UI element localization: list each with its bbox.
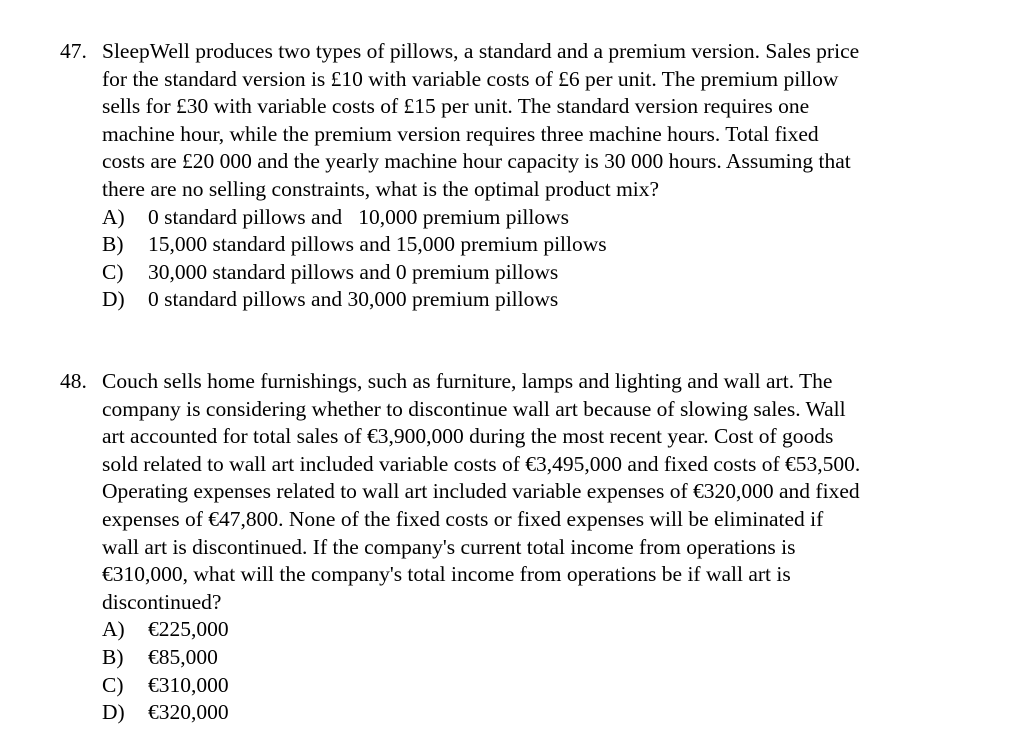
option-a bbox=[102, 616, 960, 644]
option-text: 15,000 standard pillows and 15,000 premium pillows bbox=[148, 232, 607, 257]
question-47 bbox=[60, 38, 960, 314]
question-text-line: company is considering whether to discontinue wall art because of slowing sales. Wall bbox=[102, 396, 846, 421]
option-text: 30,000 standard pillows and 0 premium pillows bbox=[148, 259, 559, 284]
question-number: 48. bbox=[60, 369, 87, 393]
option-letter: A) bbox=[102, 617, 125, 642]
option-letter: D) bbox=[102, 287, 125, 312]
question-text bbox=[102, 38, 960, 204]
question-stem bbox=[60, 368, 960, 616]
option-letter: B) bbox=[102, 644, 124, 669]
question-text bbox=[102, 368, 960, 616]
question-48 bbox=[60, 368, 960, 727]
option-b bbox=[102, 231, 960, 259]
question-text-line: €310,000, what will the company's total income from operations be if wall art is bbox=[102, 562, 791, 587]
option-c bbox=[102, 672, 960, 700]
answer-options bbox=[102, 616, 960, 726]
question-text-line: there are no selling constraints, what is the optimal product mix? bbox=[102, 176, 660, 201]
question-text-line: wall art is discontinued. If the company's current total income from operations is bbox=[102, 534, 796, 559]
question-text-line: Operating expenses related to wall art included variable expenses of €320,000 and fixed bbox=[102, 479, 860, 504]
question-text-line: expenses of €47,800. None of the fixed costs or fixed expenses will be eliminated if bbox=[102, 506, 824, 531]
question-text-line: machine hour, while the premium version requires three machine hours. Total fixed bbox=[102, 121, 819, 146]
option-text: €320,000 bbox=[148, 700, 229, 725]
option-text: €310,000 bbox=[148, 672, 229, 697]
question-stem bbox=[60, 38, 960, 204]
option-a bbox=[102, 204, 960, 232]
option-text: 0 standard pillows and 10,000 premium pillows bbox=[148, 204, 570, 229]
question-text-line: for the standard version is £10 with variable costs of £6 per unit. The premium pillow bbox=[102, 66, 839, 91]
option-d bbox=[102, 286, 960, 314]
question-number: 47. bbox=[60, 39, 87, 63]
option-letter: D) bbox=[102, 700, 125, 725]
option-letter: C) bbox=[102, 672, 124, 697]
option-text: 0 standard pillows and 30,000 premium pillows bbox=[148, 287, 559, 312]
option-letter: A) bbox=[102, 204, 125, 229]
question-text-line: SleepWell produces two types of pillows, a standard and a premium version. Sales price bbox=[102, 39, 860, 63]
question-text-line: costs are £20 000 and the yearly machine hour capacity is 30 000 hours. Assuming that bbox=[102, 149, 851, 174]
option-letter: B) bbox=[102, 232, 124, 257]
option-letter: C) bbox=[102, 259, 124, 284]
option-text: €85,000 bbox=[148, 644, 218, 669]
question-text-line: discontinued? bbox=[102, 589, 222, 614]
option-d bbox=[102, 699, 960, 727]
question-text-line: sold related to wall art included variable costs of €3,495,000 and fixed costs of €53,500. bbox=[102, 451, 861, 476]
option-text: €225,000 bbox=[148, 617, 229, 642]
answer-options bbox=[102, 204, 960, 314]
option-c bbox=[102, 259, 960, 287]
question-text-line: art accounted for total sales of €3,900,000 during the most recent year. Cost of goods bbox=[102, 424, 834, 449]
option-b bbox=[102, 644, 960, 672]
question-text-line: Couch sells home furnishings, such as furniture, lamps and lighting and wall art. The bbox=[102, 369, 833, 393]
question-text-line: sells for £30 with variable costs of £15 per unit. The standard version requires one bbox=[102, 94, 810, 119]
